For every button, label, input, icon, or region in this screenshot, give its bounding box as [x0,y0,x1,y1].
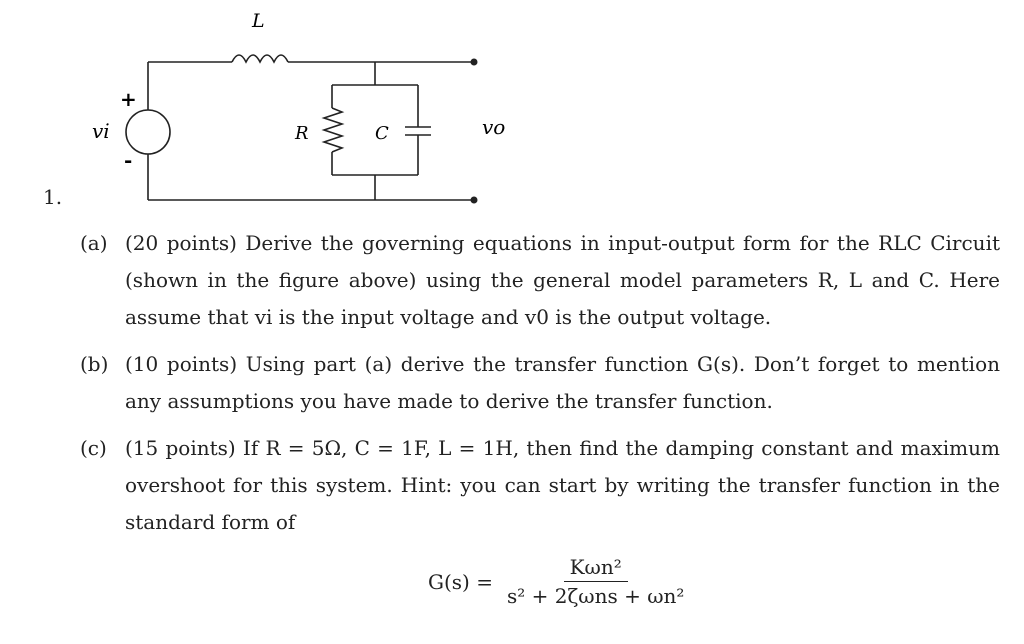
part-c-label: (c) [80,436,107,460]
resistor-label: R [295,123,309,144]
minus-sign: - [124,148,133,172]
part-a-text: (20 points) Derive the governing equations in input-output form for the RLC Circuit (shown in the figure above) using the general model parameters R, L and C. Here assume that vi is the input voltage and v0 is the output voltage. [125,231,1000,329]
output-voltage-label: vo [482,115,506,139]
input-voltage-label: vi [92,119,110,143]
voltage-source [126,110,170,154]
part-a [80,225,1000,336]
inductor-coil [232,55,288,62]
part-b-label: (b) [80,352,109,376]
part-c-text: (15 points) If R = 5Ω, C = 1F, L = 1H, then find the damping constant and maximum overshoot for this system. Hint: you can start by writing the transfer function in the standard form of [125,436,1000,534]
part-a-label: (a) [80,231,108,255]
formula-denominator: s² + 2ζωns + ωn² [506,584,685,608]
rlc-circuit-diagram [0,0,1024,215]
part-b [80,346,1000,420]
question-number: 1. [43,185,63,209]
output-terminal-bottom [471,197,478,204]
capacitor-label: C [375,123,389,144]
part-b-text: (10 points) Using part (a) derive the transfer function G(s). Don’t forget to mention any assumptions you have made to derive the transfer function. [125,352,1000,413]
output-terminal-top [471,59,478,66]
transfer-function-formula [428,555,690,608]
formula-lhs: G(s) = [428,569,493,594]
plus-sign: + [120,87,137,111]
formula-numerator: Kωn² [564,555,628,582]
resistor-zigzag [324,108,342,152]
inductor-label: L [252,10,265,32]
part-c [80,430,1000,541]
formula-fraction [501,555,690,608]
